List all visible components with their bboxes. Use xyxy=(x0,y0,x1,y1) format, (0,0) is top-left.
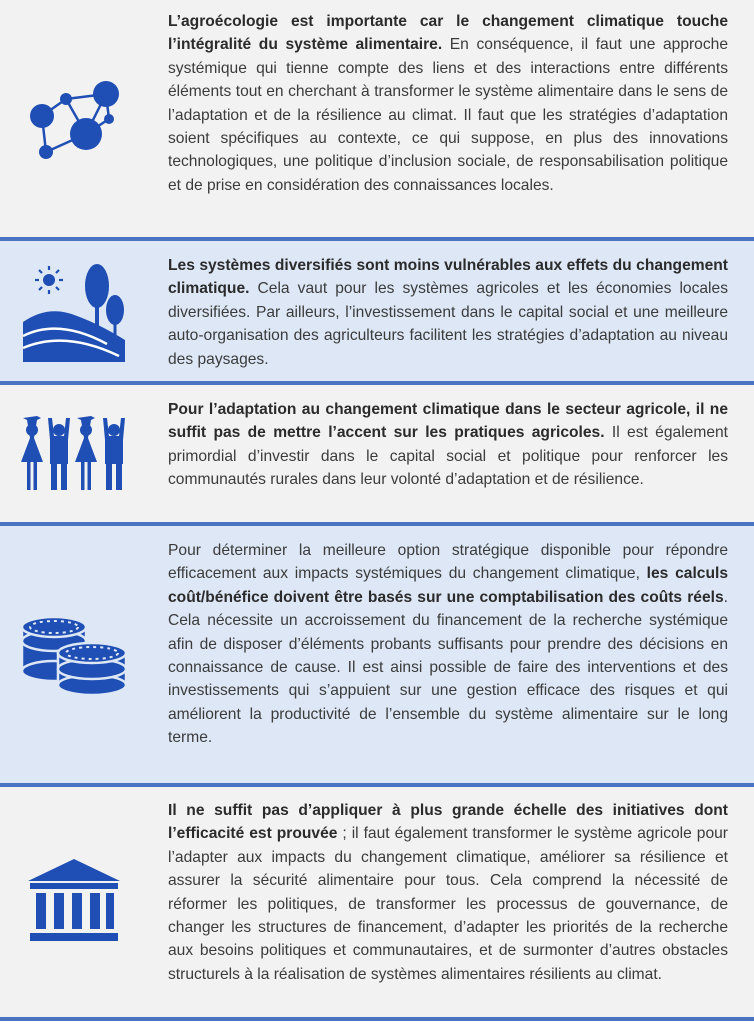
people-icon xyxy=(18,385,130,523)
block-5-bold: Il ne suffit pas d’appliquer à plus grande échelle des initiatives dont l’efficacité est prouvée xyxy=(168,802,728,843)
block-1-body: En conséquence, il faut une approche systémique qui tienne compte des liens et des interactions entre différents éléments tout en cherchant à transformer le système alimentaire dans le sens de l’adaptation et de la résilience au climat. Il faut que les stratégies d’adaptation soient spécifiques au contexte, ce qui suppose, en plus des innovations technologiques, une politique d’inclusion sociale, de responsabilisation politique et de prise en considération des connaissances locales. xyxy=(168,36,729,194)
block-4-text xyxy=(168,539,728,750)
block-5-text xyxy=(168,799,728,986)
block-4-body: . Cela nécessite un accroissement du financement de la recherche systémique afin de disposer d’éléments probants suffisants pour prendre des décisions en connaissance de cause. Il est ainsi possible de faire des interventions et des investissements qui s’appuient sur une gestion efficace des risques et qui améliorent la productivité de l’ensemble du système alimentaire sur le long terme. xyxy=(168,588,728,747)
divider xyxy=(0,1017,754,1021)
block-4-intro: Pour déterminer la meilleure option stratégique disponible pour répondre efficacement aux impacts systémiques du changement climatique, xyxy=(168,542,728,583)
network-icon xyxy=(18,0,130,238)
block-2-bold: Les systèmes diversifiés sont moins vulnérables aux effets du changement climatique. xyxy=(168,257,728,298)
block-5-body: ; il faut également transformer le système agricole pour l’adapter aux impacts du changement climatique, améliorer sa résilience et assurer la sécurité alimentaire pour tous. Cela comprend la nécessité de réformer les politiques, de transformer les processus de gouvernance, de changer les structures de financement, d’adapter les priorités de la recherche aux besoins politiques et communautaires, et de surmonter d’autres obstacles structurels à la réalisation de systèmes alimentaires résilients au climat. xyxy=(168,825,728,983)
block-2-text xyxy=(168,254,728,371)
block-1-bold: L’agroécologie est importante car le changement climatique touche l’intégralité du système alimentaire. xyxy=(168,13,728,54)
block-4-bold: les calculs coût/bénéfice doivent être basés sur une comptabilisation des coûts réels xyxy=(168,565,728,606)
block-1-text xyxy=(168,10,728,197)
institution-icon xyxy=(18,787,130,1017)
landscape-icon xyxy=(18,241,130,382)
block-3-bold: Pour l’adaptation au changement climatique dans le secteur agricole, il ne suffit pas de mettre l’accent sur les pratiques agricoles. xyxy=(168,401,728,442)
block-3-text xyxy=(168,398,728,492)
coins-icon xyxy=(18,526,130,784)
block-3-body: Il est également primordial d’investir dans le capital social et politique pour renforcer les communautés rurales dans leur volonté d’adaptation et de résilience. xyxy=(168,424,728,489)
block-2-body: Cela vaut pour les systèmes agricoles et les économies locales diversifiées. Par ailleurs, l’investissement dans le capital social et une meilleure auto-organisation des agriculteurs facilitent les stratégies d’adaptation au niveau des paysages. xyxy=(168,280,728,368)
